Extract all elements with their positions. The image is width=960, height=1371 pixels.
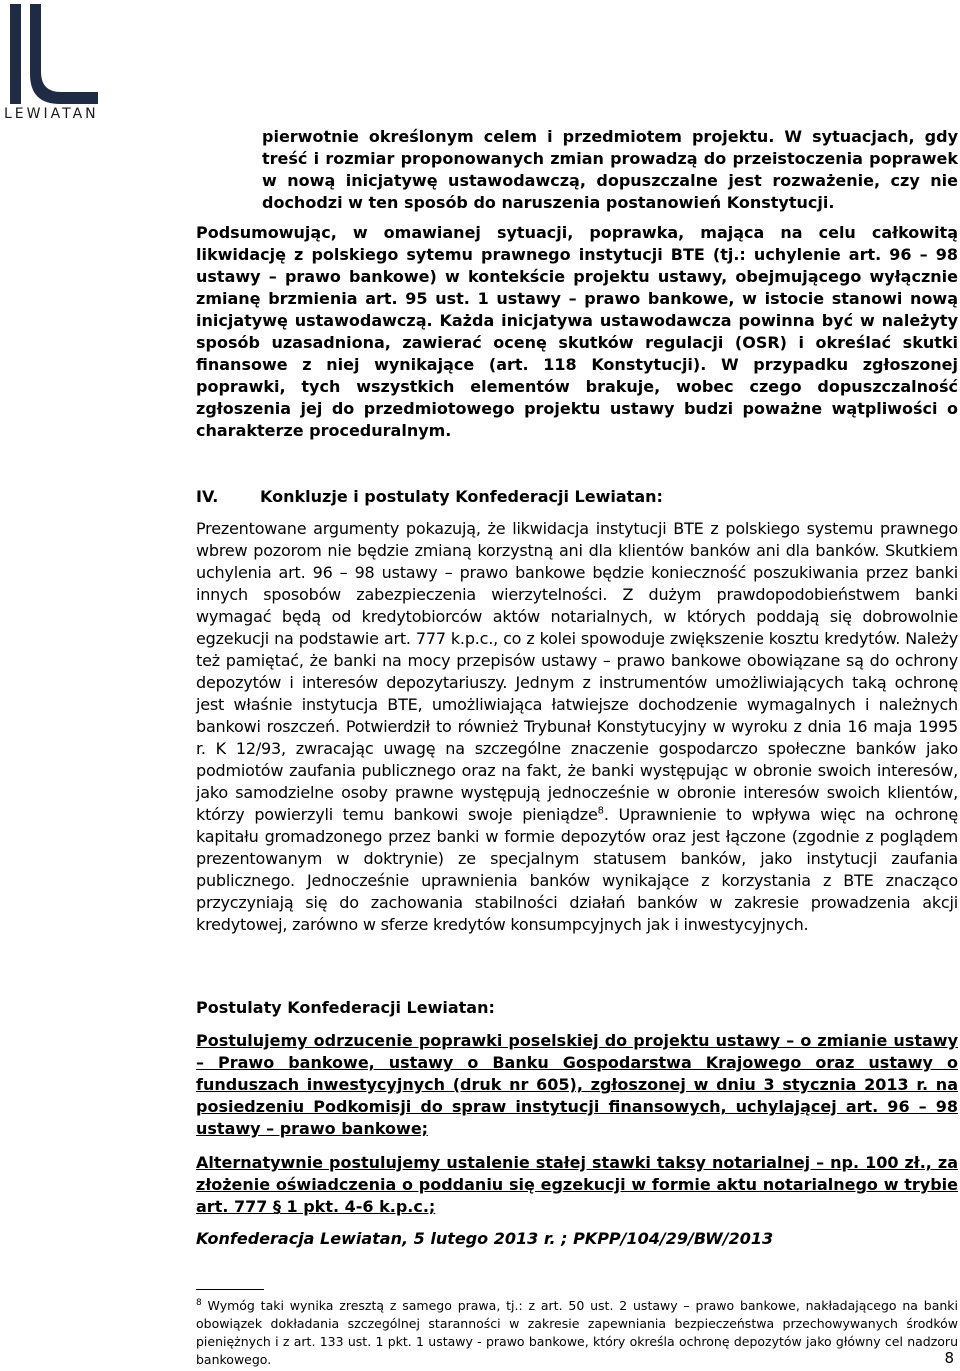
section-title: Konkluzje i postulaty Konfederacji Lewiatan: xyxy=(260,487,663,506)
postulate-1: Postulujemy odrzucenie poprawki poselskiej do projektu ustawy – o zmianie ustawy – Prawo bankowe, ustawy o Banku Gospodarstwa Krajowego oraz ustawy o funduszach inwestycyjnych (druk nr 605), zgłoszonej w dniu 3 stycznia 2013 r. na posiedzeniu Podkomisji do spraw instytucji finansowych, uchylającej art. 96 – 98 ustawy – prawo bankowe; xyxy=(196,1031,958,1138)
paragraph-2: Podsumowując, w omawianej sytuacji, poprawka, mająca na celu całkowitą likwidację z polskiego sytemu prawnego instytucji BTE (tj.: uchylenie art. 96 – 98 ustawy – prawo bankowe) w kontekście projektu ustawy, obejmującego wyłącznie zmianę brzmienia art. 95 ust. 1 ustawy – prawo bankowe, w istocie stanowi nową inicjatywę ustawodawczą. Każda inicjatywa ustawodawcza powinna być w należyty sposób uzasadniona, zawierać ocenę skutków regulacji (OSR) i określać skutki finansowe z niej wynikające (art. 118 Konstytucji). W przypadku zgłoszonej poprawki, tych wszystkich elementów brakuje, wobec czego dopuszczalność zgłoszenia jej do przedmiotowego projektu ustawy budzi poważne wątpliwości o charakterze proceduralnym. xyxy=(196,223,958,440)
paragraph-3-text-a: Prezentowane argumenty pokazują, że likwidacja instytucji BTE z polskiego systemu prawnego wbrew pozorom nie będzie zmianą korzystną ani dla klientów banków ani dla banków. Skutkiem uchylenia art. 96 – 98 ustawy – prawo bankowe będzie konieczność poszukiwania przez banki innych sposobów zabezpieczenia wierzytelności. Z dużym prawdopodobieństwem banki wymagać będą od kredytobiorców aktów notarialnych, w których poddają się dobrowolnie egzekucji na podstawie art. 777 k.p.c., co z kolei spowoduje zwiększenie kosztu kredytów. Należy też pamiętać, że banki na mocy przepisów ustawy – prawo bankowe obowiązane są do ochrony depozytów i interesów depozytariuszy. Jednym z instrumentów umożliwiających taką ochronę jest właśnie instytucja BTE, umożliwiająca łatwiejsze dochodzenie wymagalnych i należnych bankowi roszczeń. Potwierdził to również Trybunał Konstytucyjny w wyroku z dnia 16 maja 1995 r. K 12/93, zwracając uwagę na szczególne znaczenie gospodarczo społeczne banków jako podmiotów zaufania publicznego oraz na fakt, że banki występując w obronie swoich interesów, jako samodzielne osoby prawne występują jednocześnie w obronie interesów swoich klientów, którzy powierzyli temu bankowi swoje pieniądze xyxy=(196,519,958,824)
signature: Konfederacja Lewiatan, 5 lutego 2013 r. ; PKPP/104/29/BW/2013 xyxy=(196,1229,774,1248)
paragraph-3 xyxy=(196,518,958,936)
postulate-2: Alternatywnie postulujemy ustalenie stałej stawki taksy notarialnej – np. 100 zł., za złożenie oświadczenia o poddaniu się egzekucji w formie aktu notarialnego w trybie art. 777 § 1 pkt. 4-6 k.p.c.; xyxy=(196,1153,958,1216)
paragraph-3-text-b: . Uprawnienie to wpływa więc na ochronę kapitału gromadzonego przez banki w formie depozytów oraz jest łączone (zgodnie z poglądem prezentowanym w doktrynie) ze specjalnym statusem banków, jako instytucji zaufania publicznego. Jednocześnie uprawnienia banków wynikające z korzystania z BTE znacząco przyczyniają się do zachowania stabilności działań banków w zakresie prowadzenia akcji kredytowej, zarówno w sferze kredytów konsumpcyjnych jak i inwestycyjnych. xyxy=(196,805,958,934)
footnote-marker: 8 xyxy=(196,1297,202,1308)
logo-text: LEWIATAN xyxy=(4,106,99,122)
paragraph-1: pierwotnie określonym celem i przedmiotem projektu. W sytuacjach, gdy treść i rozmiar proponowanych zmian prowadzą do przeistoczenia poprawek w nową inicjatywę ustawodawczą, dopuszczalne jest rozważenie, czy nie dochodzi w ten sposób do naruszenia postanowień Konstytucji. xyxy=(262,127,958,212)
page-number: 8 xyxy=(944,1349,954,1367)
footnote-separator xyxy=(196,1289,264,1290)
postulates-heading: Postulaty Konfederacji Lewiatan: xyxy=(196,998,495,1017)
section-number: IV. xyxy=(196,487,219,506)
footnote xyxy=(196,1297,958,1369)
footnote-ref: 8 xyxy=(597,805,604,817)
footnote-text: Wymóg taki wynika zresztą z samego prawa, tj.: z art. 50 ust. 2 ustawy – prawo bankowe, nakładającego na banki obowiązek dokładania szczególnej staranności w zakresie zapewniania bezpieczeństwa przechowywanych środków pieniężnych i z art. 133 ust. 1 pkt. 1 ustawy - prawo bankowe, który określa ochronę depozytów jako główny cel nadzoru bankowego. xyxy=(196,1298,958,1367)
